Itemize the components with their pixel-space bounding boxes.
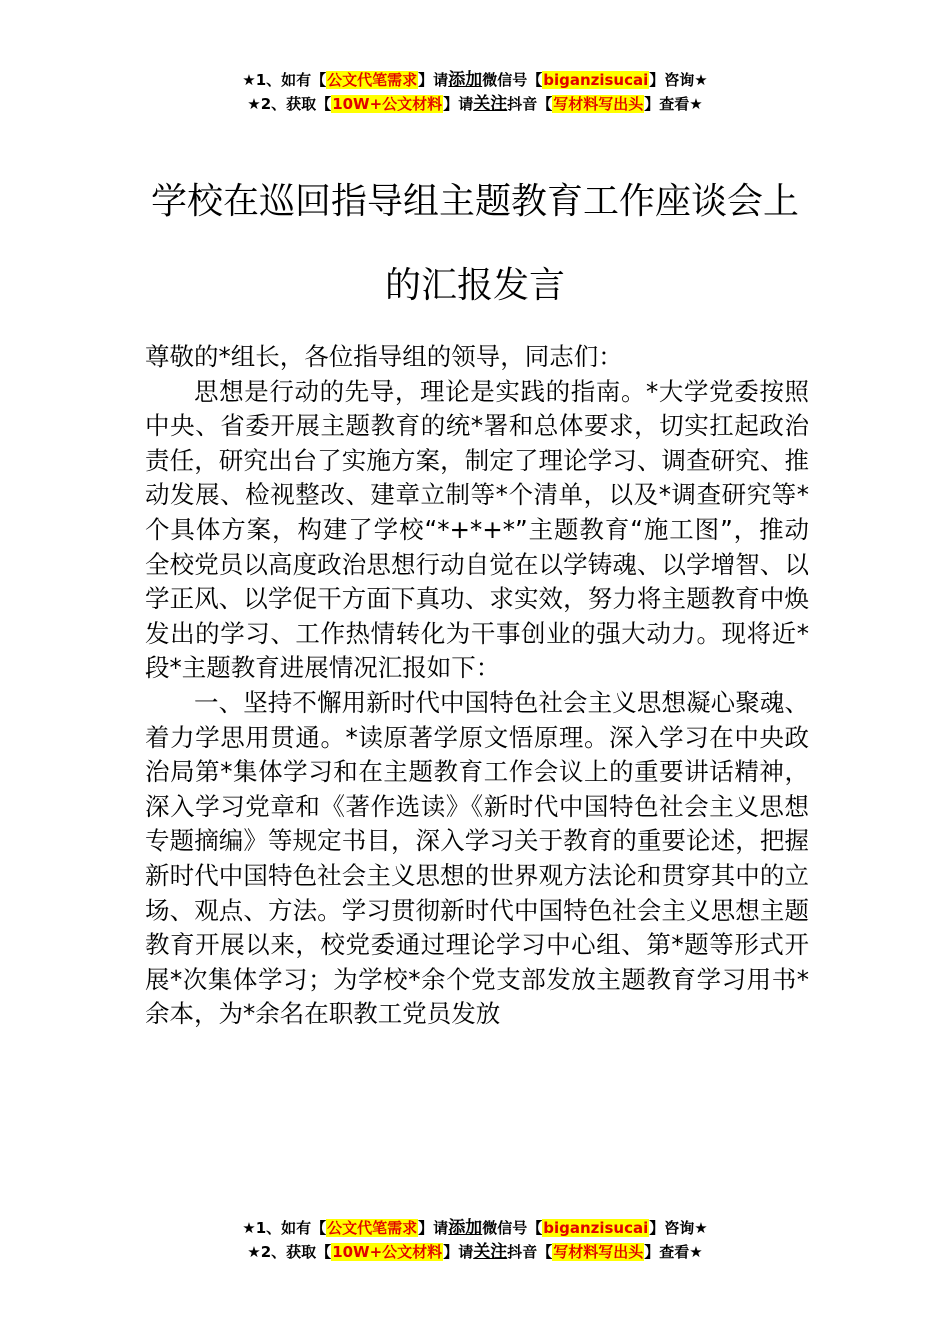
document-title-line-1: 学校在巡回指导组主题教育工作座谈会上: [150, 181, 799, 222]
paragraph-intro: 思想是行动的先导，理论是实践的指南。*大学党委按照中央、省委开展主题教育的统*署和总体要求，切实扛起政治责任，研究出台了实施方案，制定了理论学习、调查研究、推动发展、检视整改、建章立制等*个清单，以及*调查研究等*个具体方案，构建了学校“*+*+*”主题教育“施工图”，推动全校党员以高度政治思想行动自觉在以学铸魂、以学增智、以学正风、以学促干方面下真功、求实效，努力将主题教育中焕发出的学习、工作热情转化为干事创业的强大动力。现将近*段*主题教育进展情况汇报如下：: [145, 376, 809, 683]
header-line-2: [0, 92, 950, 116]
document-title-line-2: 的汇报发言: [384, 265, 565, 306]
footer-line-1-text: 】请: [418, 1219, 449, 1237]
footer-line-2-highlight-douyin: 写材料写出头: [553, 1243, 644, 1261]
header-line-2-prefix: ★2、获取【: [247, 95, 332, 113]
header-line-2-suffix: 】查看★: [644, 95, 703, 113]
header-banner: [0, 68, 950, 116]
header-line-2-highlight-douyin: 写材料写出头: [553, 95, 644, 113]
header-line-1-text: 】请: [418, 71, 449, 89]
footer-banner: [0, 1216, 950, 1264]
header-line-1-text-2: 微信号【: [482, 71, 543, 89]
footer-line-1-text-2: 微信号【: [482, 1219, 543, 1237]
header-line-2-highlight-materials: 10W+公文材料: [332, 95, 443, 113]
footer-line-2-text: 】请: [443, 1243, 474, 1261]
footer-line-1-highlight-service: 公文代笔需求: [327, 1219, 418, 1237]
header-line-1-prefix: ★1、如有【: [242, 71, 327, 89]
footer-line-2-text-2: 抖音【: [507, 1243, 553, 1261]
footer-line-1-prefix: ★1、如有【: [242, 1219, 327, 1237]
footer-line-2-suffix: 】查看★: [644, 1243, 703, 1261]
paragraph-section-1: 一、坚持不懈用新时代中国特色社会主义思想凝心聚魂、着力学思用贯通。*读原著学原文悟原理。深入学习在中央政治局第*集体学习和在主题教育工作会议上的重要讲话精神，深入学习党章和《著作选读》《新时代中国特色社会主义思想专题摘编》等规定书目，深入学习关于教育的重要论述，把握新时代中国特色社会主义思想的世界观方法论和贯穿其中的立场、观点、方法。学习贯彻新时代中国特色社会主义思想主题教育开展以来，校党委通过理论学习中心组、第*题等形式开展*次集体学习；为学校*余个党支部发放主题教育学习用书*余本，为*余名在职教工党员发放: [145, 687, 809, 1029]
footer-line-2-prefix: ★2、获取【: [247, 1243, 332, 1261]
footer-line-1-highlight-wechat: biganzisucai: [543, 1219, 649, 1237]
header-line-2-text-2: 抖音【: [507, 95, 553, 113]
header-line-2-text: 】请: [443, 95, 474, 113]
document-title: [100, 160, 850, 328]
document-body: [145, 340, 809, 1032]
footer-line-2-emphasis: 关注: [473, 1242, 508, 1262]
salutation: 尊敬的*组长，各位指导组的领导，同志们：: [145, 342, 623, 371]
footer-line-1-suffix: 】咨询★: [649, 1219, 708, 1237]
header-line-1-emphasis: 添加: [448, 70, 483, 90]
header-line-2-emphasis: 关注: [473, 94, 508, 114]
header-line-1: [0, 68, 950, 92]
footer-line-1: [0, 1216, 950, 1240]
header-line-1-highlight-wechat: biganzisucai: [543, 71, 649, 89]
footer-line-2: [0, 1240, 950, 1264]
footer-line-2-highlight-materials: 10W+公文材料: [332, 1243, 443, 1261]
footer-line-1-emphasis: 添加: [448, 1218, 483, 1238]
header-line-1-highlight-service: 公文代笔需求: [327, 71, 418, 89]
header-line-1-suffix: 】咨询★: [649, 71, 708, 89]
